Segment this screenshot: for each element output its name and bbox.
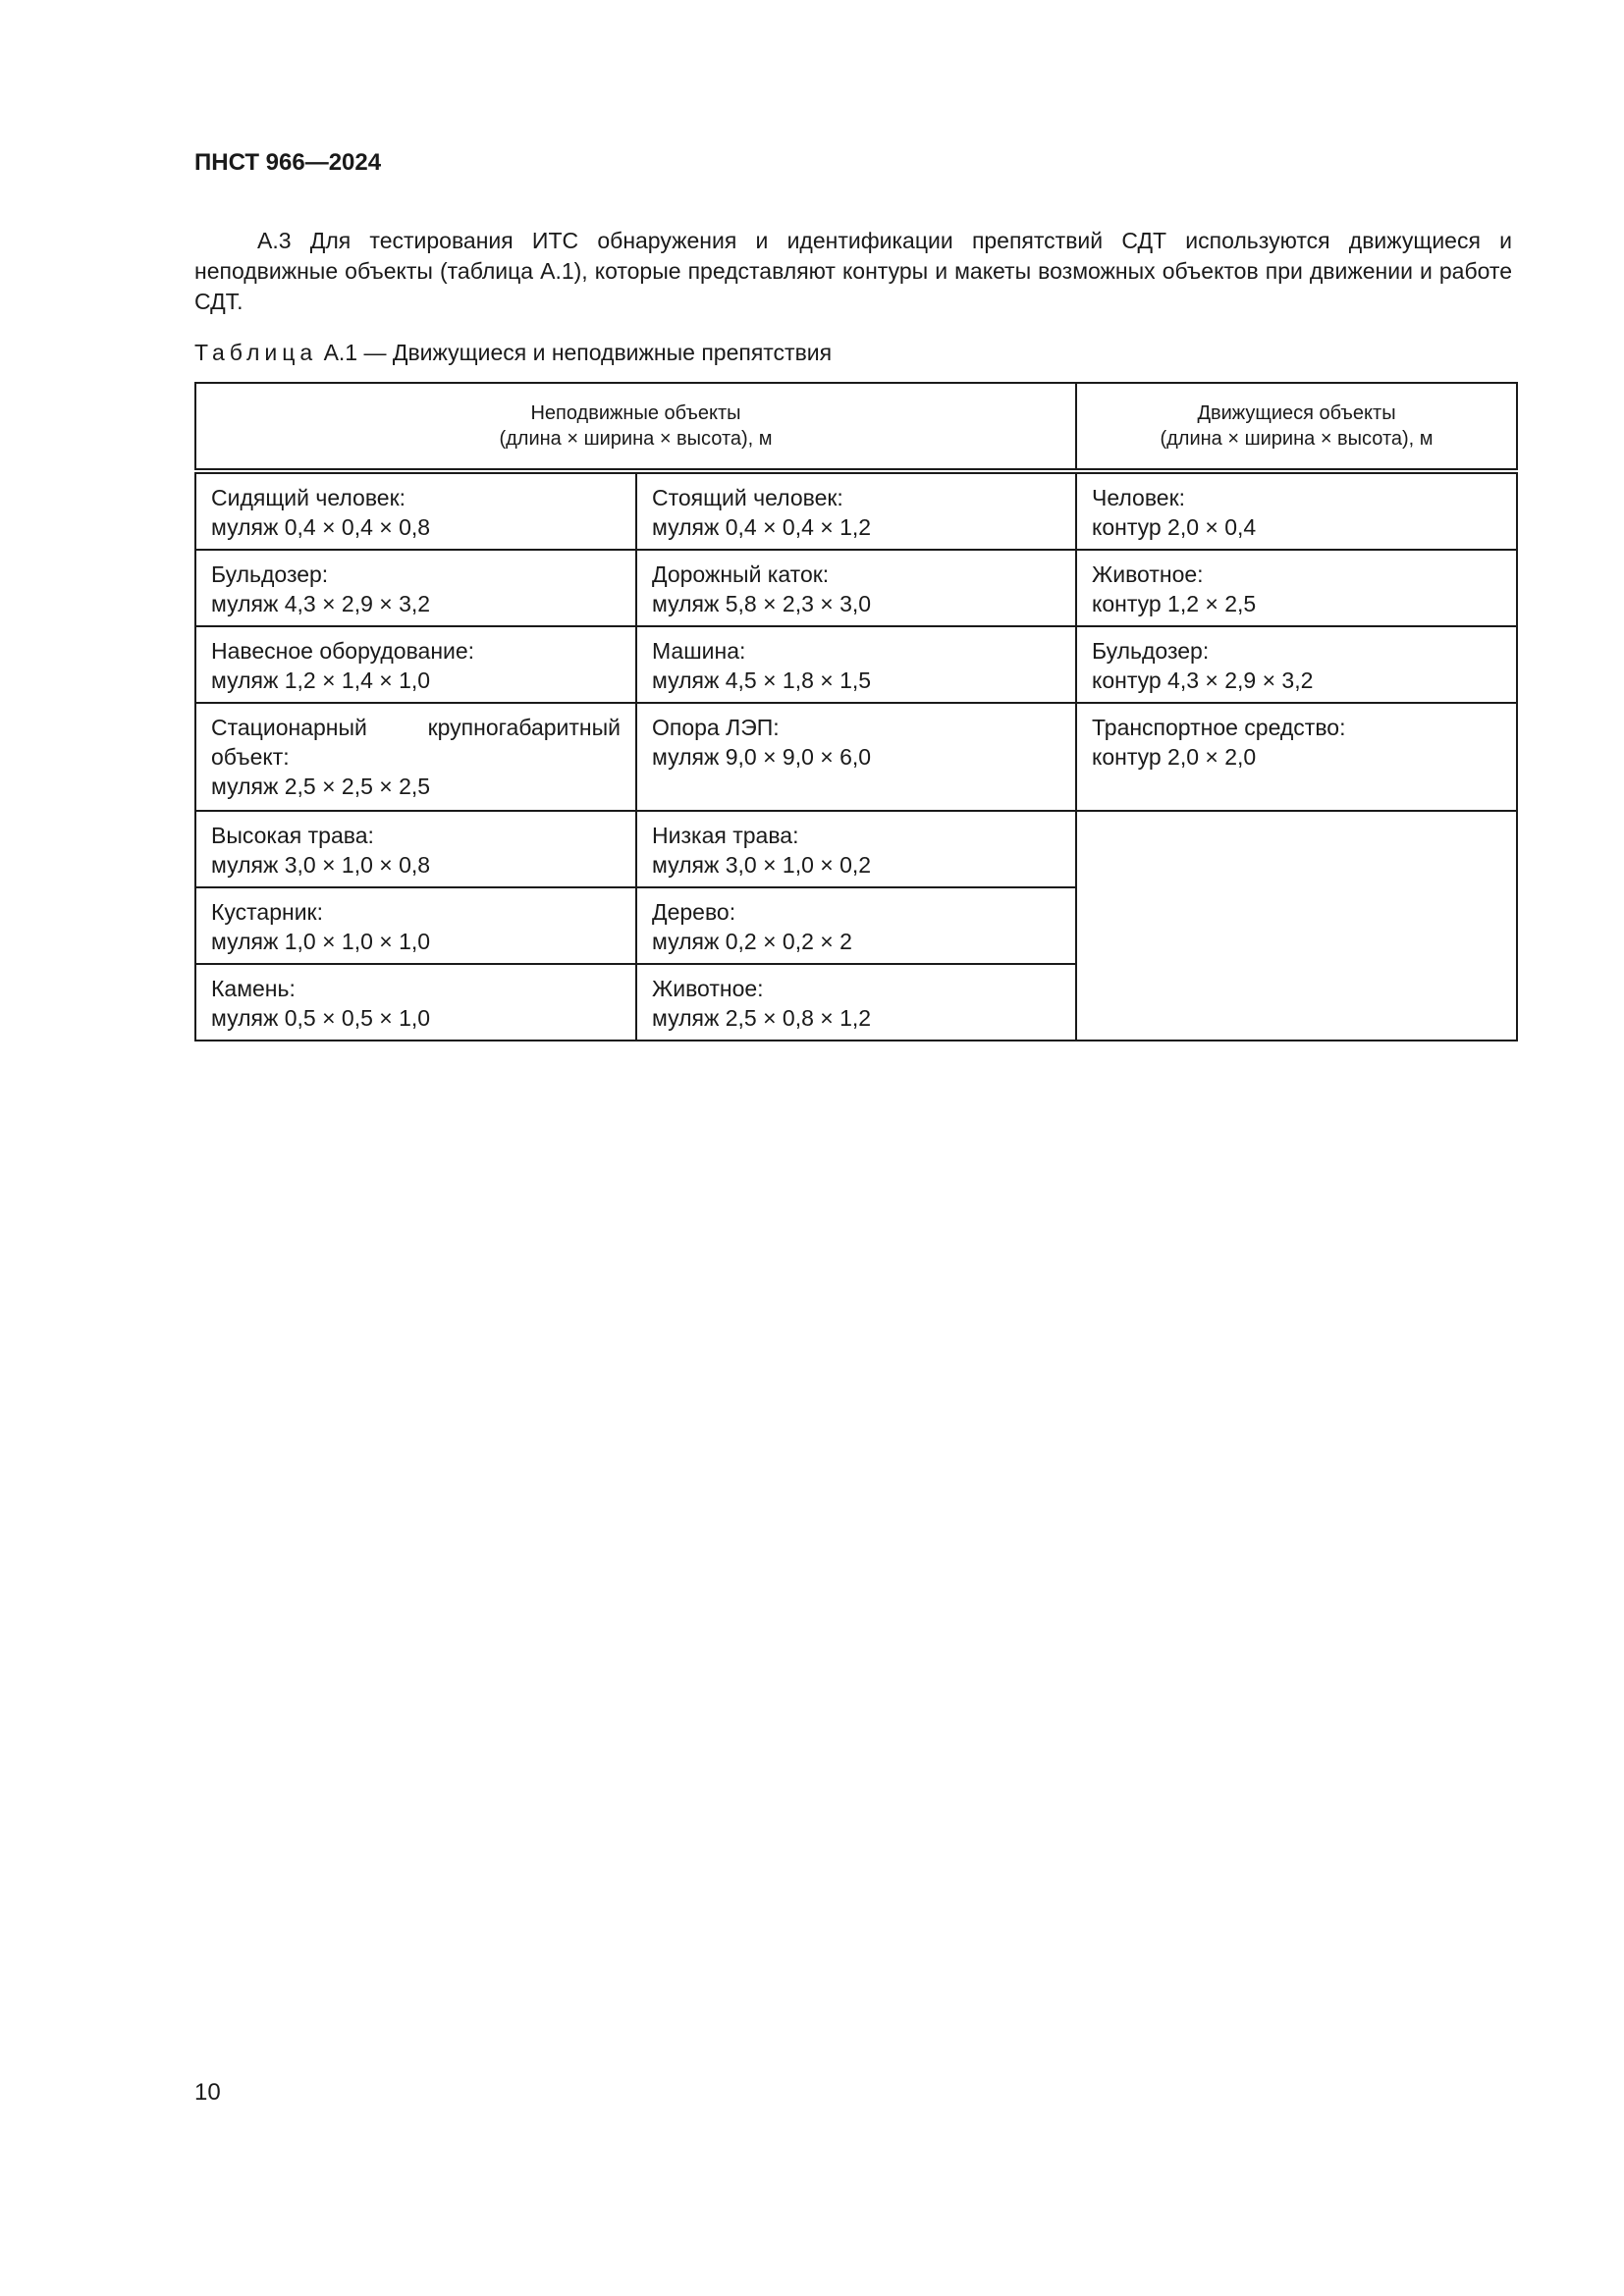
table-cell [636, 703, 1076, 811]
object-dimensions: муляж 2,5 × 0,8 × 1,2 [652, 1005, 872, 1031]
table-cell [636, 887, 1076, 964]
table-cell [636, 550, 1076, 626]
object-dimensions: муляж 1,0 × 1,0 × 1,0 [211, 929, 431, 954]
object-dimensions: муляж 5,8 × 2,3 × 3,0 [652, 591, 872, 616]
object-dimensions: контур 1,2 × 2,5 [1092, 591, 1257, 616]
object-name: Навесное оборудование: [211, 638, 475, 664]
table-header-row [195, 383, 1517, 471]
table-cell [1076, 626, 1517, 703]
table-cell [195, 811, 636, 887]
table-row [195, 626, 1517, 703]
object-dimensions: муляж 2,5 × 2,5 × 2,5 [211, 774, 431, 799]
object-name: Дерево: [652, 899, 736, 925]
table-caption-title: А.1 — Движущиеся и неподвижные препятствия [323, 340, 833, 365]
object-dimensions: контур 2,0 × 0,4 [1092, 514, 1257, 540]
table-cell [1076, 550, 1517, 626]
paragraph-a3: А.3 Для тестирования ИТС обнаружения и идентификации препятствий СДТ используются движущиеся и неподвижные объекты (таблица А.1), которые представляют контуры и макеты возможных объектов при движении и работе СДТ. [194, 228, 1512, 314]
object-dimensions: муляж 0,4 × 0,4 × 1,2 [652, 514, 872, 540]
table-cell [195, 471, 636, 550]
table-caption [194, 340, 832, 366]
table-row [195, 471, 1517, 550]
table-cell [636, 811, 1076, 887]
object-name: Дорожный каток: [652, 561, 830, 587]
object-name: Бульдозер: [1092, 638, 1210, 664]
object-name: Животное: [652, 976, 764, 1001]
object-name: Человек: [1092, 485, 1186, 510]
table-row [195, 811, 1517, 887]
table-cell [195, 964, 636, 1041]
header-moving-units: (длина × ширина × высота), м [1160, 428, 1434, 450]
object-dimensions: муляж 0,5 × 0,5 × 1,0 [211, 1005, 431, 1031]
table-cell [195, 703, 636, 811]
object-name: Бульдозер: [211, 561, 329, 587]
table-cell [1076, 703, 1517, 811]
object-name: Животное: [1092, 561, 1204, 587]
table-cell-empty [1076, 811, 1517, 1041]
table-cell [195, 887, 636, 964]
object-dimensions: контур 4,3 × 2,9 × 3,2 [1092, 667, 1314, 693]
obstacles-table [194, 382, 1518, 1041]
object-dimensions: контур 2,0 × 2,0 [1092, 744, 1257, 770]
object-name-line1: Стационарный крупногабаритный [211, 715, 621, 740]
table-cell [636, 471, 1076, 550]
object-name: Стоящий человек: [652, 485, 843, 510]
table-cell [1076, 471, 1517, 550]
object-name: Машина: [652, 638, 746, 664]
object-name: Опора ЛЭП: [652, 715, 780, 740]
object-dimensions: муляж 1,2 × 1,4 × 1,0 [211, 667, 431, 693]
header-static-title: Неподвижные объекты [530, 402, 741, 424]
table-row [195, 703, 1517, 811]
object-name-line2: объект: [211, 744, 290, 770]
header-moving-objects [1076, 383, 1517, 471]
object-name: Низкая трава: [652, 823, 799, 848]
object-name: Высокая трава: [211, 823, 374, 848]
header-static-objects [195, 383, 1076, 471]
object-dimensions: муляж 4,5 × 1,8 × 1,5 [652, 667, 872, 693]
object-name: Кустарник: [211, 899, 324, 925]
object-dimensions: муляж 9,0 × 9,0 × 6,0 [652, 744, 872, 770]
object-dimensions: муляж 4,3 × 2,9 × 3,2 [211, 591, 431, 616]
table-cell [195, 626, 636, 703]
table-cell [636, 964, 1076, 1041]
object-dimensions: муляж 3,0 × 1,0 × 0,8 [211, 852, 431, 878]
object-name: Камень: [211, 976, 296, 1001]
object-name: Сидящий человек: [211, 485, 406, 510]
table-cell [636, 626, 1076, 703]
table-cell [195, 550, 636, 626]
object-name: Транспортное средство: [1092, 715, 1346, 740]
object-dimensions: муляж 0,4 × 0,4 × 0,8 [211, 514, 431, 540]
object-dimensions: муляж 3,0 × 1,0 × 0,2 [652, 852, 872, 878]
object-dimensions: муляж 0,2 × 0,2 × 2 [652, 929, 852, 954]
document-code: ПНСТ 966—2024 [194, 149, 382, 176]
header-moving-title: Движущиеся объекты [1197, 402, 1396, 424]
header-static-units: (длина × ширина × высота), м [499, 428, 773, 450]
table-caption-prefix: Таблица [194, 340, 318, 365]
table-row [195, 550, 1517, 626]
page-number: 10 [194, 2079, 221, 2106]
